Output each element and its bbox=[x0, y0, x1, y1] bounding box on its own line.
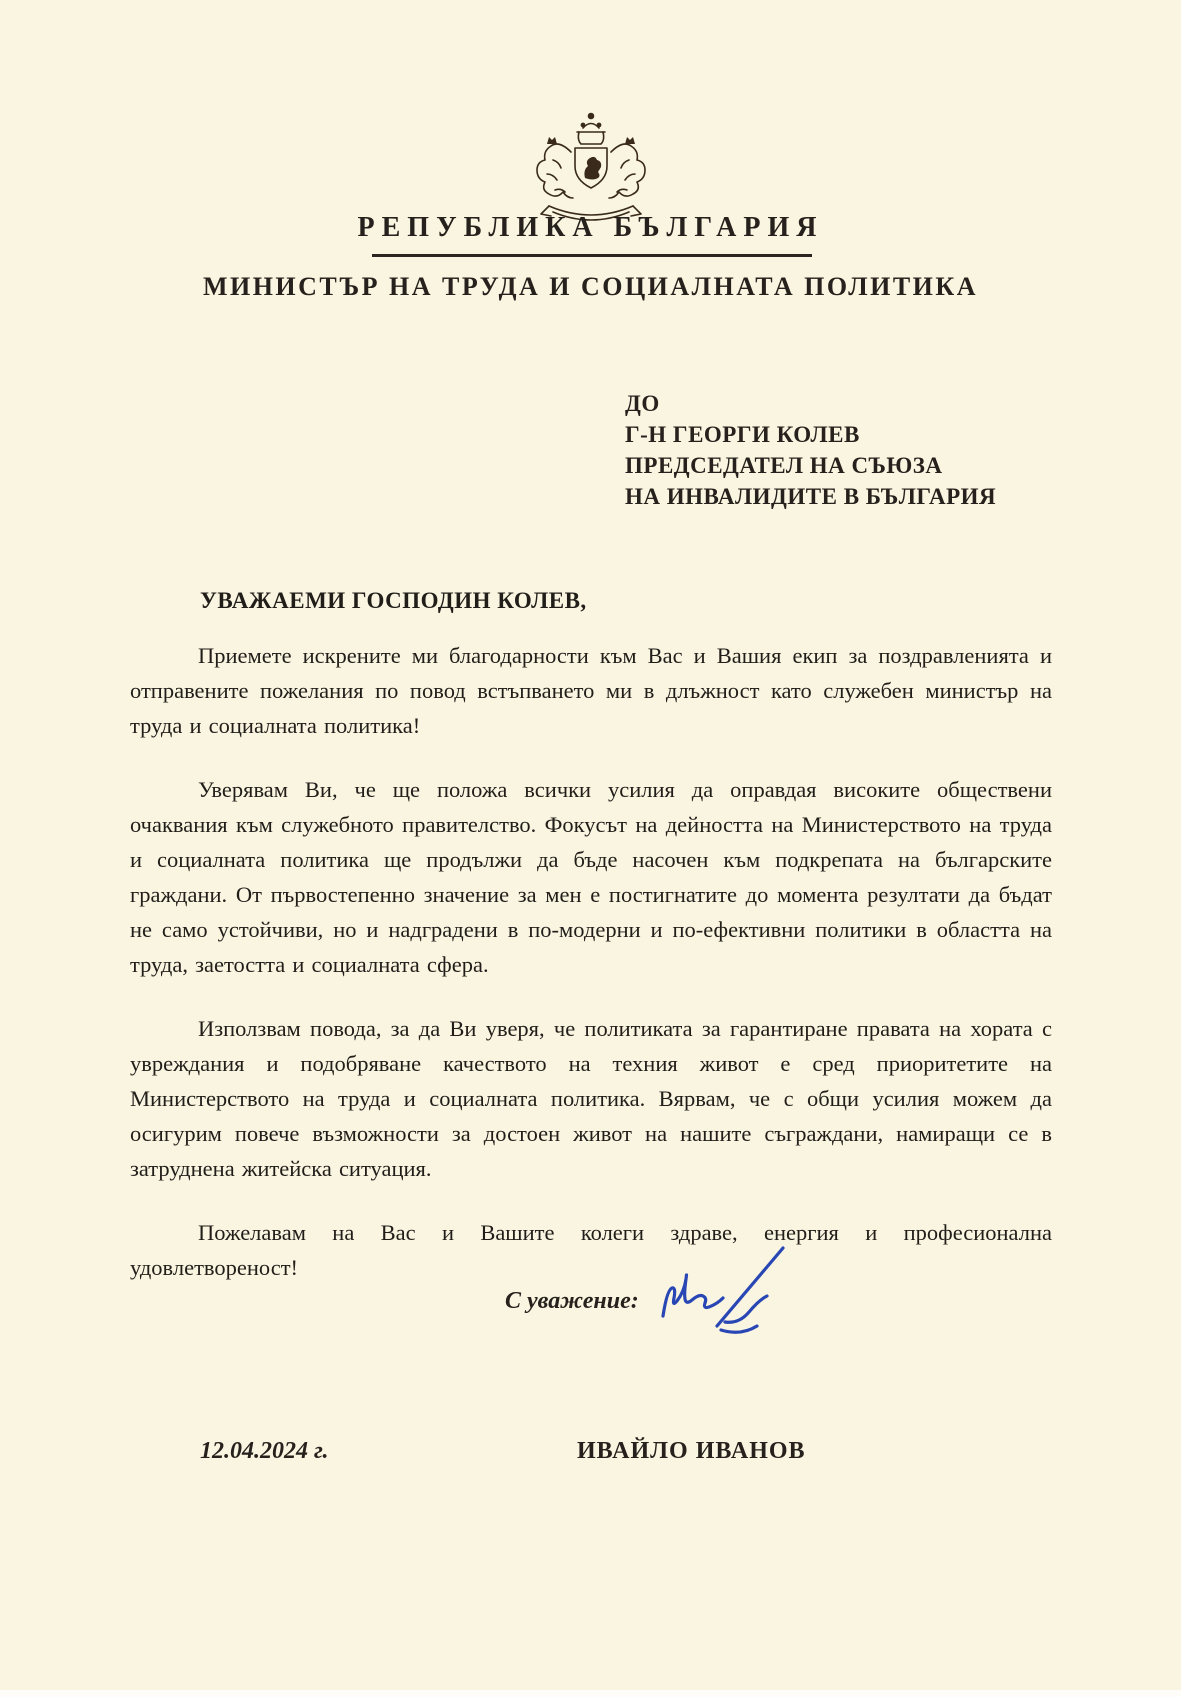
recipient-block bbox=[625, 388, 996, 512]
paragraph-4: Пожелавам на Вас и Вашите колеги здраве, енергия и професионална удовлетвореност! bbox=[130, 1220, 1052, 1280]
recipient-to: ДО bbox=[625, 391, 660, 416]
recipient-name: Г-Н ГЕОРГИ КОЛЕВ bbox=[625, 422, 860, 447]
closing-phrase: С уважение: bbox=[505, 1288, 639, 1314]
header-divider bbox=[372, 254, 812, 257]
letter-body bbox=[130, 588, 1052, 1314]
paragraph-3: Използвам повода, за да Ви уверя, че политиката за гарантиране правата на хората с увреждания и подобряване качеството на техния живот е сред приоритетите на Министерството на труда и социалната политика. Вярвам, че с общи усилия можем да осигурим повече възможности за достоен живот на нашите съграждани, намиращи се в затруднена житейска ситуация. bbox=[130, 1016, 1052, 1181]
paragraph-1: Приемете искрените ми благодарности към Вас и Вашия екип за поздравленията и отправените пожелания по повод встъпването ми в длъжност като служебен министър на труда и социалната политика! bbox=[130, 643, 1052, 738]
signer-name: ИВАЙЛО ИВАНОВ bbox=[577, 1438, 806, 1464]
paragraph-2: Уверявам Ви, че ще положа всички усилия да оправдая високите обществени очаквания към служебното правителство. Фокусът на дейността на Министерството на труда и социалната политика ще продължи да бъде насочен към подкрепата на българските граждани. От първостепенно значение за мен е постигнатите до момента резултати да бъдат не само устойчиви, но и надградени в по-модерни и по-ефективни политики в областта на труда, заетостта и социалната сфера. bbox=[130, 777, 1052, 977]
letter-date: 12.04.2024 г. bbox=[200, 1438, 329, 1464]
recipient-title-line1: ПРЕДСЕДАТЕЛ НА СЪЮЗА bbox=[625, 453, 943, 478]
republic-title: РЕПУБЛИКА БЪЛГАРИЯ bbox=[357, 212, 824, 243]
ministry-title: МИНИСТЪР НА ТРУДА И СОЦИАЛНАТА ПОЛИТИКА bbox=[202, 272, 979, 301]
salutation: УВАЖАЕМИ ГОСПОДИН КОЛЕВ, bbox=[200, 588, 587, 613]
recipient-title-line2: НА ИНВАЛИДИТЕ В БЪЛГАРИЯ bbox=[625, 484, 997, 509]
handwritten-signature bbox=[655, 1238, 800, 1353]
